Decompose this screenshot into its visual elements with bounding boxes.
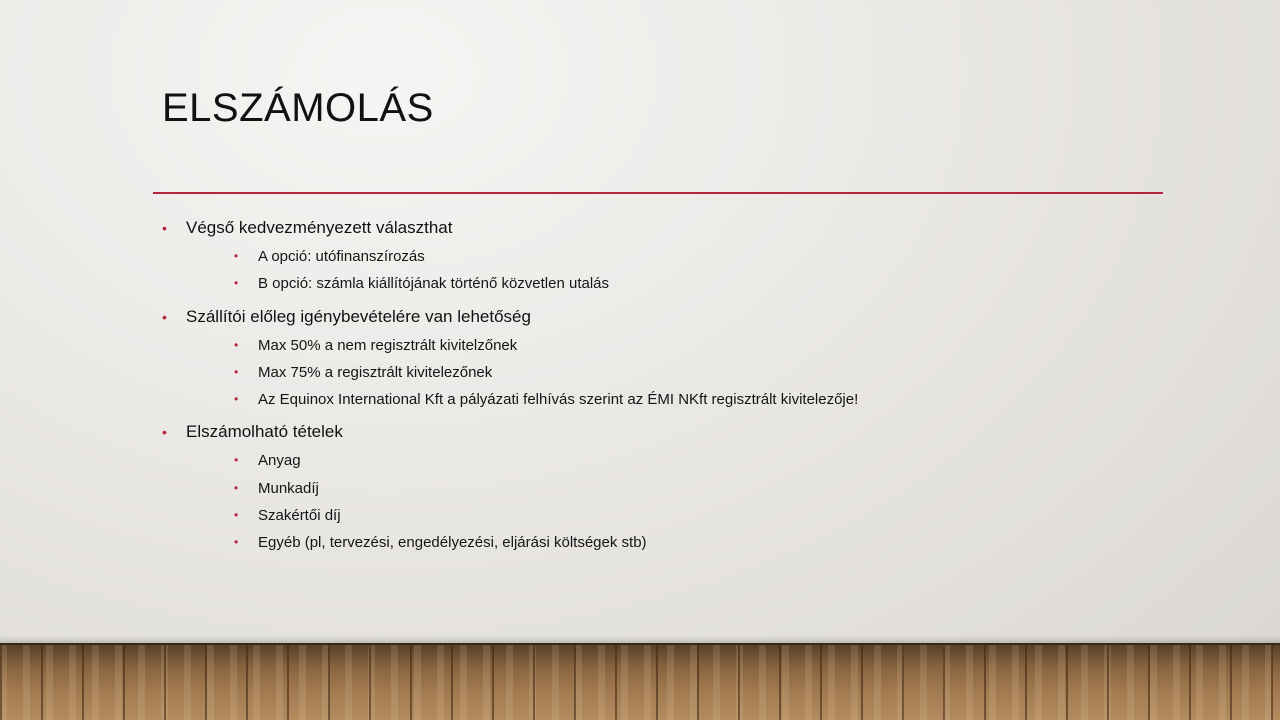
sub-bullet-item [186,447,1162,474]
bullet-icon: • [234,480,239,495]
sub-bullet-list [186,332,1162,414]
sub-bullet-text: Anyag [258,452,301,470]
sub-bullet-text: Az Equinox International Kft a pályázati felhívás szerint az ÉMI NKft regisztrált kivitelezője! [258,391,859,409]
bullet-icon: • [234,249,239,263]
sub-bullet-list [186,243,1162,298]
bullet-text: Elszámolható tételek [186,422,343,442]
sub-bullet-text: Munkadíj [258,479,319,497]
sub-bullet-text: Max 75% a regisztrált kivitelezőnek [258,363,493,381]
bullet-icon: • [234,276,239,291]
sub-bullet-item [186,475,1162,502]
bullet-item [162,420,1162,556]
bullet-icon: • [234,508,239,523]
slide-title: ELSZÁMOLÁS [162,86,434,130]
bullet-icon: • [162,424,167,441]
bullet-icon: • [234,337,239,352]
bullet-icon: • [234,364,239,379]
bullet-item [162,305,1162,414]
sub-bullet-item [186,529,1162,556]
bullet-icon: • [234,535,239,550]
bullet-list [162,216,1162,557]
bullet-text: Szállítói előleg igénybevételére van lehetőség [186,306,531,326]
title-divider [153,192,1163,194]
sub-bullet-text: Szakértői díj [258,507,341,525]
bullet-text: Végső kedvezményezett választhat [186,218,453,237]
sub-bullet-text: B opció: számla kiállítójának történő közvetlen utalás [258,275,610,293]
bullet-item [162,216,1162,298]
sub-bullet-item [186,332,1162,359]
sub-bullet-text: A opció: utófinanszírozás [258,248,425,265]
bullet-icon: • [162,308,167,325]
slide-content [162,216,1162,564]
sub-bullet-item [186,243,1162,270]
sub-bullet-item [186,270,1162,297]
sub-bullet-item [186,386,1162,413]
sub-bullet-text: Max 50% a nem regisztrált kivitelzőnek [258,336,518,354]
bullet-icon: • [234,392,239,407]
bullet-icon: • [162,220,167,236]
sub-bullet-list [186,447,1162,556]
bullet-icon: • [234,453,239,468]
sub-bullet-text: Egyéb (pl, tervezési, engedélyezési, eljárási költségek stb) [258,534,647,552]
sub-bullet-item [186,502,1162,529]
wooden-floor [0,643,1280,720]
sub-bullet-item [186,359,1162,386]
